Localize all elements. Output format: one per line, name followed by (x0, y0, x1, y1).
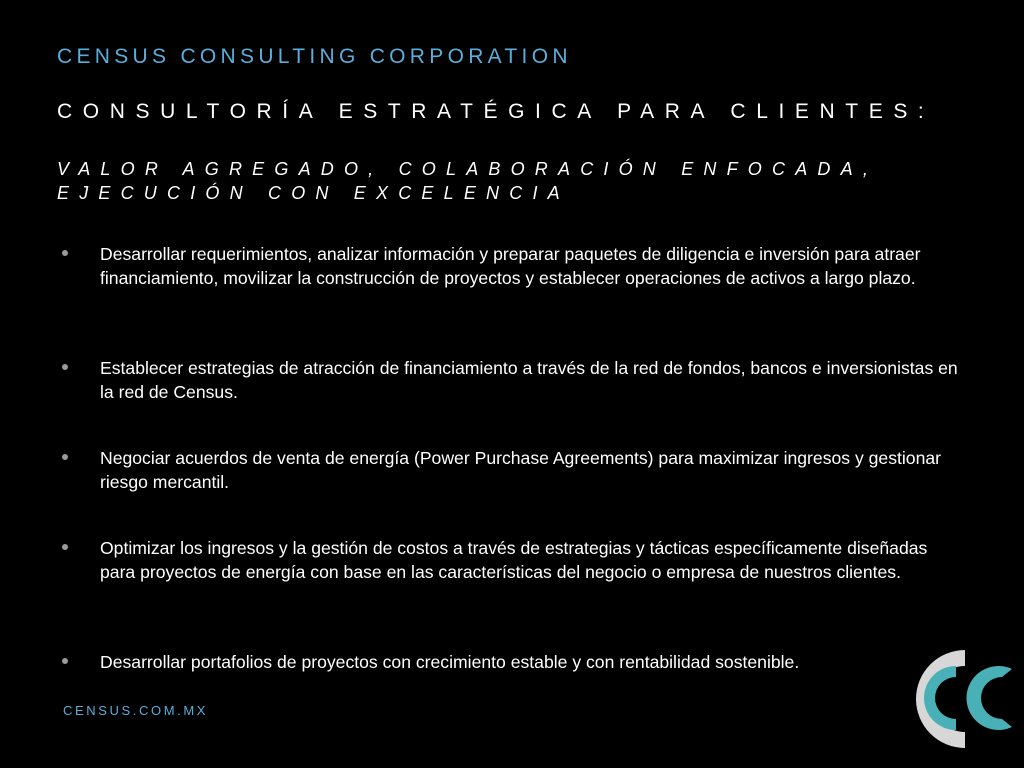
bullet-icon (62, 364, 68, 370)
subtitle-line-2: EJECUCIÓN CON EXCELENCIA (57, 183, 570, 203)
list-item-text: Desarrollar portafolios de proyectos con crecimiento estable y con rentabilidad sostenible. (100, 652, 800, 672)
list-item-text: Establecer estrategias de atracción de financiamiento a través de la red de fondos, bancos e inversionistas en la red de Census. (100, 358, 958, 402)
bullet-icon (62, 250, 68, 256)
logo-right-c-shape (966, 666, 1012, 730)
company-name: CENSUS CONSULTING CORPORATION (57, 45, 572, 68)
census-cc-logo-icon (912, 646, 1018, 752)
list-item-text: Desarrollar requerimientos, analizar información y preparar paquetes de diligencia e inversión para atraer financiamiento, movilizar la construcción de proyectos y establecer operaciones de activos a largo plazo. (100, 244, 921, 288)
logo-back-c-shape (916, 650, 965, 748)
bullet-icon (62, 454, 68, 460)
slide-title: CONSULTORÍA ESTRATÉGICA PARA CLIENTES: (57, 100, 935, 123)
subtitle-line-1: VALOR AGREGADO, COLABORACIÓN ENFOCADA, (57, 159, 879, 179)
list-item-text: Optimizar los ingresos y la gestión de costos a través de estrategias y tácticas específicamente diseñadas para proyectos de energía con base en las características del negocio o empresa de nuestros clientes. (100, 538, 928, 582)
slide-subtitle (57, 157, 957, 205)
bullet-icon (62, 544, 68, 550)
bullet-icon (62, 658, 68, 664)
website-url: CENSUS.COM.MX (63, 703, 209, 718)
list-item-text: Negociar acuerdos de venta de energía (Power Purchase Agreements) para maximizar ingresos y gestionar riesgo mercantil. (100, 448, 942, 492)
